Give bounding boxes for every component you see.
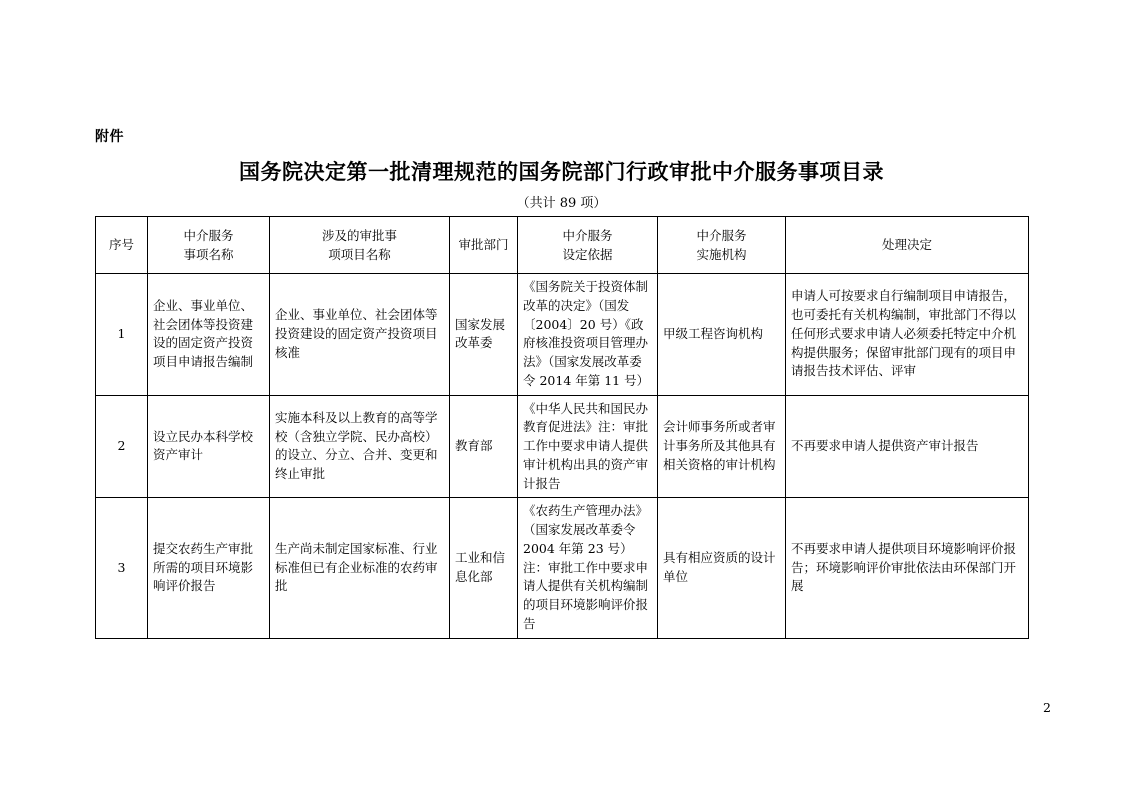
page-subtitle: （共计 89 项） xyxy=(516,196,607,211)
row-organization: 会计师事务所或者审计事务所及其他具有相关资格的审计机构 xyxy=(658,395,786,498)
column-header-organization-line2: 实施机构 xyxy=(696,247,747,262)
column-header-service-name-line2: 事项名称 xyxy=(183,247,234,262)
row-service-name: 设立民办本科学校资产审计 xyxy=(148,395,270,498)
column-header-basis-line2: 设定依据 xyxy=(562,247,613,262)
row-approval-item: 实施本科及以上教育的高等学校（含独立学院、民办高校）的设立、分立、合并、变更和终止审批 xyxy=(270,395,450,498)
page-title: 国务院决定第一批清理规范的国务院部门行政审批中介服务事项目录 xyxy=(239,159,884,184)
table-row xyxy=(96,274,1029,396)
row-service-name: 企业、事业单位、社会团体等投资建设的固定资产投资项目申请报告编制 xyxy=(148,274,270,396)
page-number: 2 xyxy=(1043,700,1051,715)
row-organization: 具有相应资质的设计单位 xyxy=(658,498,786,638)
row-decision: 申请人可按要求自行编制项目申请报告，也可委托有关机构编制，审批部门不得以任何形式要求申请人必须委托特定中介机构提供服务；保留审批部门现有的项目申请报告技术评估、评审 xyxy=(786,274,1029,396)
row-basis: 《国务院关于投资体制改革的决定》（国发〔2004〕20 号）《政府核准投资项目管理办法》（国家发展改革委令 2014 年第 11 号） xyxy=(518,274,658,396)
row-service-name: 提交农药生产审批所需的项目环境影响评价报告 xyxy=(148,498,270,638)
table-row xyxy=(96,498,1029,638)
column-header-department-line1: 审批部门 xyxy=(458,237,509,253)
row-decision: 不再要求申请人提供资产审计报告 xyxy=(786,395,1029,498)
table-row xyxy=(96,395,1029,498)
row-seq: 1 xyxy=(96,274,148,396)
row-basis: 《农药生产管理办法》（国家发展改革委令 2004 年第 23 号）注：审批工作中要求申请人提供有关机构编制的项目环境影响评价报告 xyxy=(518,498,658,638)
row-department: 教育部 xyxy=(450,395,518,498)
column-header-approval-item-line2: 项项目名称 xyxy=(328,247,391,262)
column-header-department xyxy=(450,217,518,274)
row-seq: 2 xyxy=(96,395,148,498)
column-header-seq xyxy=(96,217,148,274)
column-header-organization-line1: 中介服务 xyxy=(696,227,747,243)
column-header-decision-line1: 处理决定 xyxy=(881,237,932,253)
row-basis: 《中华人民共和国民办教育促进法》注：审批工作中要求申请人提供审计机构出具的资产审计报告 xyxy=(518,395,658,498)
row-department: 国家发展改革委 xyxy=(450,274,518,396)
column-header-decision xyxy=(786,217,1029,274)
row-approval-item: 企业、事业单位、社会团体等投资建设的固定资产投资项目核准 xyxy=(270,274,450,396)
column-header-approval-item-line1: 涉及的审批事 xyxy=(321,227,397,243)
column-header-basis-line1: 中介服务 xyxy=(562,227,613,243)
column-header-seq-line1: 序号 xyxy=(108,237,134,253)
column-header-approval-item xyxy=(270,217,450,274)
column-header-service-name-line1: 中介服务 xyxy=(183,227,234,243)
column-header-basis xyxy=(518,217,658,274)
column-header-organization xyxy=(658,217,786,274)
row-department: 工业和信息化部 xyxy=(450,498,518,638)
attachment-label: 附件 xyxy=(95,129,124,145)
column-header-service-name xyxy=(148,217,270,274)
row-seq: 3 xyxy=(96,498,148,638)
table-header-row xyxy=(96,217,1029,274)
catalog-table xyxy=(95,216,1029,639)
row-organization: 甲级工程咨询机构 xyxy=(658,274,786,396)
row-decision: 不再要求申请人提供项目环境影响评价报告；环境影响评价审批依法由环保部门开展 xyxy=(786,498,1029,638)
row-approval-item: 生产尚未制定国家标准、行业标准但已有企业标准的农药审批 xyxy=(270,498,450,638)
